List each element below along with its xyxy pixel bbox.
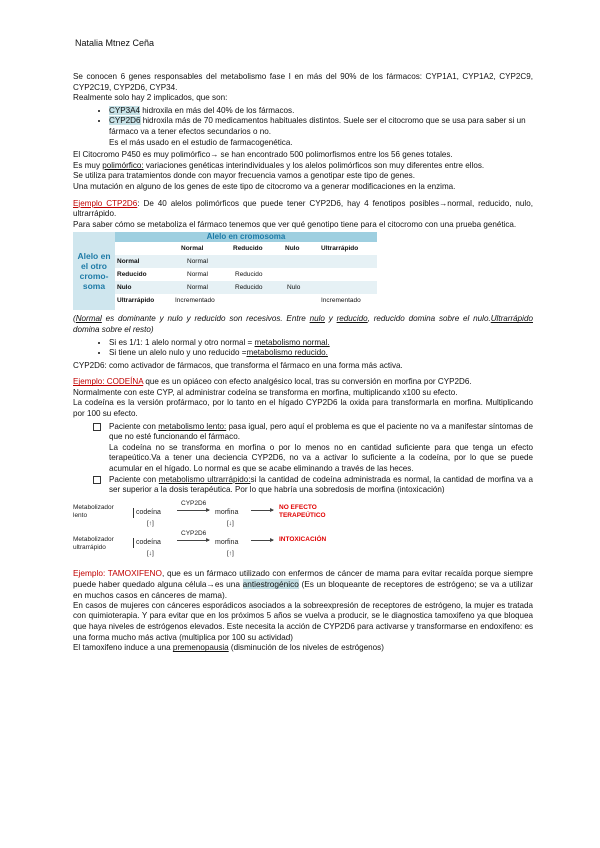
intro-paragraph: Se conocen 6 genes responsables del metabolismo fase I en más del 90% de los fármacos: CYP1A1, CYP1A2, CYP2C9, CYP2C19, CYP2D6, CYP34.	[73, 72, 533, 92]
morfina-box: morfina	[215, 508, 239, 516]
allele-table	[73, 232, 379, 310]
patient-list	[73, 422, 533, 496]
paragraph: Una mutación en alguno de los genes de este tipo de citocromo va a generar modificaciones en la enzima.	[73, 181, 456, 191]
table-row: Normal Normal	[115, 255, 377, 268]
list-item: Paciente con metabolismo lento: pasa igual, pero aquí el problema es que el paciente no va a manifestar síntomas de que no esté funcionando el fármaco. La codeína no se transforma en morfina o por lo menos no en cantidad suficiente para que tenga un efecto terapeútico.Va a tener una deciencia CYP2D6, no va a activar lo suficiente a la codeína, por lo que se puede acumular en el hígado. Lo normal es que se acabe eliminando a través de las heces.	[109, 422, 533, 475]
table-row: Nulo Normal Reducido Nulo	[115, 281, 377, 294]
paragraph: CYP2D6: como activador de fármacos, que transforma el fármaco en una forma más activa.	[73, 360, 403, 370]
paragraph: El Citocromo P450 es muy polimórfico→ se han encontrado 500 polimorfismos entre los 56 genes totales.	[73, 150, 453, 160]
list-item: • Si es 1/1: 1 alelo normal y otro normal = metabolismo normal.	[109, 338, 533, 349]
list-item: • Si tiene un alelo nulo y uno reducido =metabolismo reducido.	[109, 348, 533, 359]
paragraph: Para saber cómo se metaboliza el fármaco tenemos que ver qué genotipo tiene para el citocromo con una prueba genética.	[73, 219, 517, 229]
table-row: Ultrarrápido Incrementado Incrementado	[117, 297, 361, 305]
highlight: CYP3A4	[109, 105, 141, 115]
paragraph: Es muy polimórfico: variaciones genéticas interindividuales y los alelos polimórficos son muy diferentes entre ellos.	[73, 160, 485, 170]
list-item: • CYP2D6 hidroxila más de 70 medicamentos habituales distintos. Suele ser el citocromo que se usa para saber si un fármaco va a tener efectos secundarios o no. Es el más usado en el estudio de farmacogenética.	[109, 116, 533, 148]
paragraph: El tamoxifeno induce a una premenopausia (disminución de los niveles de estrógenos)	[73, 643, 384, 653]
genotype-list	[73, 338, 533, 359]
arrow-icon	[251, 510, 273, 511]
tamoxifeno-paragraph: Ejemplo: TAMOXIFENO, que es un fármaco utilizado con enfermos de cáncer de mama para evitar recaída porque siempre puede haber quedado alguna célula→es una antiestrogénico (Es un bloqueante de receptores de estrógeno; se va a utilizar en muchos casos en cánceres de mama).	[73, 567, 534, 600]
list-item: Paciente con metabolismo ultrarrápido:si la cantidad de codeína administrada es normal, la cantidad de morfina va a ser superior a la dosis terapéutica. Por lo que habría una sobredosis de morfina (intoxicación)	[109, 475, 533, 496]
arrow-icon	[251, 540, 273, 541]
section-title: Ejemplo: CODEÍNA	[73, 377, 144, 387]
cyp-list	[73, 106, 533, 148]
paragraph: La codeína es la versión profármaco, por lo tanto en el hígado CYP2D6 la oxida para transformarla en morfina. Multiplicando por 100 su efecto.	[73, 398, 533, 419]
table-row: Reducido Normal Reducido	[117, 271, 263, 279]
result-label: INTOXICACIÓN	[279, 535, 327, 543]
highlight: CYP2D6	[109, 116, 141, 126]
metabolism-diagram: Metabolizador lento codeína CYP2D6 morfina [↑] [↓] NO EFECTO TERAPEÚTICO Metabolizador ultrarrápido codeína CYP2D6 morfina [↓] [↑] INTOXICACIÓN	[73, 504, 373, 564]
checkbox-bullet-icon	[93, 423, 101, 431]
author-header: Natalia Mtnez Ceña	[75, 38, 155, 48]
table-column-headers: Normal Reducido Nulo Ultrarrápido	[181, 245, 359, 253]
diagram-label: Metabolizador lento	[73, 503, 114, 519]
section-title: Ejemplo: TAMOXIFENO	[73, 567, 163, 578]
codeina-box: codeína	[133, 508, 161, 519]
document-content	[73, 72, 533, 654]
table-side-label: Alelo en el otro cromo-soma	[73, 232, 115, 310]
table-header: Alelo en cromosoma	[115, 232, 377, 242]
paragraph: Normalmente con este CYP, al administrar codeína se transforma en morfina, multiplicando x100 su efecto.	[73, 387, 458, 397]
intro-paragraph-2: Realmente solo hay 2 implicados, que son:	[73, 93, 228, 103]
codeina-paragraph: Ejemplo: CODEÍNA que es un opiáceo con efecto analgésico local, tras su conversión en morfina por CYP2D6.	[73, 377, 472, 387]
enzyme-label: CYP2D6	[181, 499, 207, 507]
dominance-note: (Normal es dominante y nulo y reducido son recesivos. Entre nulo y reducido, reducido domina sobre el nulo.Ultrarrápido domina sobre el resto)	[73, 314, 533, 334]
section-title: Ejemplo CTP2D6	[73, 198, 138, 208]
paragraph: En casos de mujeres con cánceres esporádicos asociados a la sobreexpresión de receptores de estrógeno, la mujer es tratada con quimioterapia. Y para evitar que en los próximos 5 años se vuelva a producir, se le diagnostica tamoxifeno ya que bloquea que haya niveles de estrógenos elevados. Este necesita la acción de CYP2D6 para activarse y transformarse en endoxifeno: es una forma mucho más activa (multiplica por 100 su actividad)	[73, 600, 533, 642]
codeina-box: codeína	[133, 538, 161, 549]
checkbox-bullet-icon	[93, 476, 101, 484]
list-item: • CYP3A4 hidroxila en más del 40% de los fármacos.	[109, 106, 533, 117]
diagram-label: Metabolizador ultrarrápido	[73, 535, 114, 551]
result-label: NO EFECTO TERAPEÚTICO	[279, 503, 326, 519]
ctp-paragraph: Ejemplo CTP2D6: De 40 alelos polimórficos que puede tener CYP2D6, hay 4 fenotipos posibles→normal, reducido, nulo, ultrarrápido.	[73, 198, 533, 219]
arrow-icon	[177, 540, 209, 541]
paragraph: Se utiliza para tratamientos donde con mayor frecuencia vamos a genotipar este tipo de genes.	[73, 171, 415, 181]
arrow-icon	[177, 510, 209, 511]
morfina-box: morfina	[215, 538, 239, 546]
enzyme-label: CYP2D6	[181, 529, 207, 537]
